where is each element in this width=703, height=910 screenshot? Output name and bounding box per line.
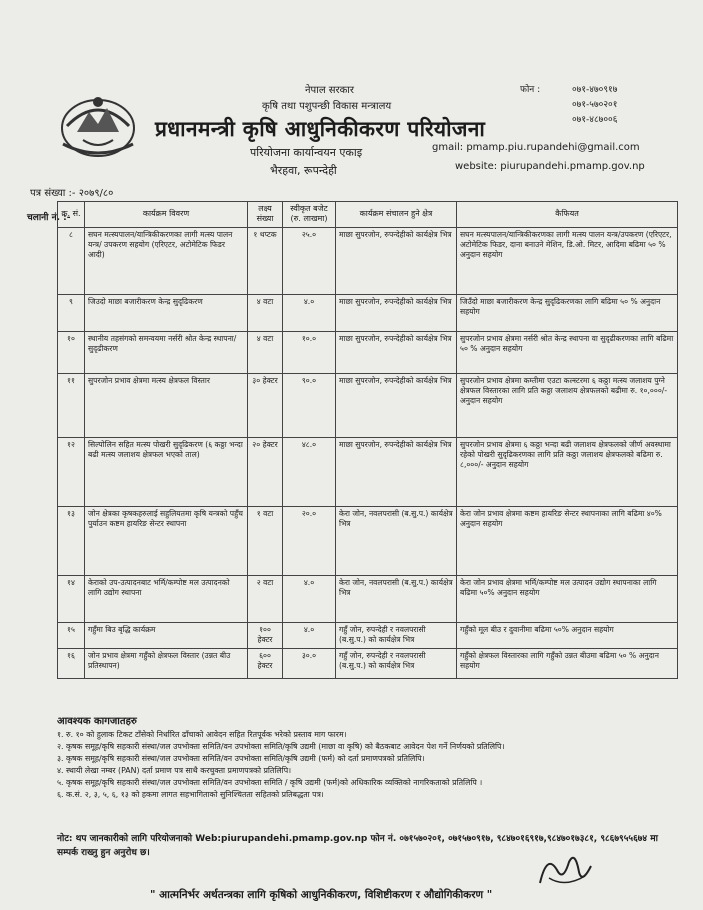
target-cell: ६०० हेक्टर — [248, 648, 283, 678]
dispatch-number-label: चलानी नं. :- — [27, 213, 71, 223]
program-cell: जिउदो माछा बजारीकरण केन्द्र सुदृढिकरण — [85, 294, 248, 331]
list-item: ४. स्थायी लेखा नम्बर (PAN) दर्ता प्रमाण पत्र साथै करचुक्ता प्रमाणपत्रको प्रतिलिपि। — [57, 766, 292, 776]
serial-cell: ९ — [58, 294, 85, 331]
program-cell: सुपरजोन प्रभाव क्षेत्रमा मत्स्य क्षेत्रफल विस्तार — [85, 373, 248, 437]
program-table — [57, 201, 678, 679]
table-row — [58, 506, 678, 575]
office-location: भैरहवा, रूपन्देही — [270, 164, 337, 177]
area-cell: केरा जोन, नवलपरासी (ब.सु.प.) कार्यक्षेत्र भित्र — [336, 506, 457, 575]
program-cell: जोन प्रभाव क्षेत्रमा गहुँको क्षेत्रफल विस्तार (उन्नत बीउ प्रतिस्थापन) — [85, 648, 248, 678]
budget-cell: २०.० — [283, 506, 336, 575]
office-name: परियोजना कार्यान्वयन एकाइ — [250, 146, 363, 159]
remarks-cell: गहुँको क्षेत्रफल विस्तारका लागि गहुँको उन्नत बीउमा बढिमा ५० % अनुदान सहयोग — [457, 648, 678, 678]
budget-cell: ९०.० — [283, 373, 336, 437]
program-cell: केराको उप-उत्पादनबाट भर्मि/कम्पोष्ट मल उत्पादनको लागि उद्योग स्थापना — [85, 575, 248, 622]
budget-cell: २५.० — [283, 227, 336, 294]
email-address: gmail: pmamp.piu.rupandehi@gmail.com — [432, 142, 640, 153]
program-cell: सघन मत्स्यपालन/यान्त्रिकीकरणका लागी मत्स्य पालन यन्त्र/ उपकरण सहयोग (एरिएटर, अटोमेटिक फिडर आदी) — [85, 227, 248, 294]
phone-number: ०७१-४७०९१७ — [572, 85, 618, 95]
target-cell: ३० हेक्टर — [248, 373, 283, 437]
area-cell: गहुँ जोन, रुपन्देही र नवलपरासी (ब.सु.प.) को कार्यक्षेत्र भित्र — [336, 648, 457, 678]
phone-number: ०७१-५७०२०१ — [572, 100, 618, 110]
column-header: कार्यक्रम विवरण — [85, 202, 248, 228]
remarks-cell: सघन मत्स्यपालन/यान्त्रिकीकरणका लागी मत्स्य पालन यन्त्र/उपकरण (एरिएटर, अटोमेटिक फिडर, दाना बनाउने मेशिन, डि.ओ. मिटर, आदिमा बढिमा ५० % अनुदान सहयोग — [457, 227, 678, 294]
remarks-cell: गहुँको मूल बीउ र दुवानीमा बढिमा ५०% अनुदान सहयोग — [457, 622, 678, 648]
phone-label: फोन : — [520, 85, 541, 95]
program-cell: स्थानीय तहसंगको समन्वयमा नर्सरी श्रोत केन्द्र स्थापना/ सुदृढीकरण — [85, 331, 248, 373]
target-cell: १ थप्टक — [248, 227, 283, 294]
letterhead — [0, 0, 703, 190]
area-cell: माछा सुपरजोन, रुपन्देहीको कार्यक्षेत्र भित्र — [336, 294, 457, 331]
serial-cell: १३ — [58, 506, 85, 575]
phone-number: ०७१-४८७००६ — [572, 115, 618, 125]
list-item: २. कृषक समूह/कृषि सहकारी संस्था/जल उपभोक्ता समिति/वन उपभोक्ता समिति/कृषि उद्यमी (माछा वा कृषि) को बैठकबाट आवेदन पेश गर्ने निर्णयको प्रतिलिपि। — [57, 742, 505, 752]
website-address: website: piurupandehi.pmamp.gov.np — [455, 161, 645, 172]
budget-cell: ४.० — [283, 294, 336, 331]
remarks-cell: सुपरजोन प्रभाव क्षेत्रमा कम्तीमा एउटा कल्स्टरमा ६ कठ्ठा मत्स्य जलाशय पुग्ने क्षेत्रफल विस्तारका लागि प्रति कठ्ठा जलाशय क्षेत्रफलको बढीमा रु. १०,०००/- अनुदान सहयोग — [457, 373, 678, 437]
list-item: ५. कृषक समूह/कृषि सहकारी संस्था/जल उपभोक्ता समिति/वन उपभोक्ता समिति / कृषि उद्यमी (फर्म)को अधिकारिक व्यक्तिको नागरिकताको प्रतिलिपि । — [57, 778, 483, 788]
letter-reference-number: पत्र संख्या :- २०७९/८० — [30, 188, 114, 199]
area-cell: माछा सुपरजोन, रुपन्देहीको कार्यक्षेत्र भित्र — [336, 373, 457, 437]
column-header: कैफियत — [457, 202, 678, 228]
serial-cell: १२ — [58, 437, 85, 506]
table-row — [58, 648, 678, 678]
table-row — [58, 331, 678, 373]
required-documents-list — [57, 729, 677, 801]
remarks-cell: जिउँदो माछा बजारीकरण केन्द्र सुदृढिकरणका लागि बढिमा ५० % अनुदान सहयोग — [457, 294, 678, 331]
column-header: स्वीकृत बजेट (रु. लाखमा) — [283, 202, 336, 228]
remarks-cell: केरा जोन प्रभाव क्षेत्रमा भर्मि/कम्पोष्ट मल उत्पादन उद्योग स्थापनाका लागि बढिमा ५०% अनुदान सहयोग — [457, 575, 678, 622]
list-item: ६. क.सं. २, ३, ५, ६, १३ को हकमा लागत सहभागिताको सुनिश्चितता सहितको प्रतिबद्धता पत्र। — [57, 790, 324, 800]
area-cell: गहुँ जोन, रुपन्देही र नवलपरासी (ब.सु.प.) को कार्यक्षेत्र भित्र — [336, 622, 457, 648]
budget-cell: ३०.० — [283, 648, 336, 678]
target-cell: १०० हेक्टर — [248, 622, 283, 648]
footer-slogan: " आत्मनिर्भर अर्थतन्त्रका लागि कृषिको आधुनिकीकरण, विशिष्टीकरण र औद्योगिकीकरण " — [150, 889, 493, 901]
table-row — [58, 575, 678, 622]
table-row — [58, 294, 678, 331]
serial-cell: ८ — [58, 227, 85, 294]
list-item: ३. कृषक समूह/कृषि सहकारी संस्था/जल उपभोक्ता समिति/वन उपभोक्ता समिति/कृषि उद्यमी (फर्म) को दर्ता प्रमाणपत्रको प्रतिलिपि। — [57, 754, 425, 764]
remarks-cell: सुपरजोन प्रभाव क्षेत्रमा नर्सरी श्रोत केन्द्र स्थापना वा सुदृढीकरणका लागि बढिमा ५० % अनुदान सहयोग — [457, 331, 678, 373]
table-row — [58, 437, 678, 506]
area-cell: माछा सुपरजोन, रुपन्देहीको कार्यक्षेत्र भित्र — [336, 331, 457, 373]
budget-cell: ४.० — [283, 575, 336, 622]
table-header-row — [58, 202, 678, 228]
serial-cell: १० — [58, 331, 85, 373]
table-row — [58, 373, 678, 437]
required-documents-title: आवश्यक कागजातहरु — [57, 716, 137, 727]
serial-cell: ११ — [58, 373, 85, 437]
ministry-name: कृषि तथा पशुपन्छी विकास मन्त्रालय — [262, 101, 392, 112]
serial-cell: १४ — [58, 575, 85, 622]
list-item: १. रु. १० को हुलाक टिकट टाँसेको निर्धारित ढाँचाको आवेदन सहित रितपूर्वक भरेको प्रस्ताव माग फारम। — [57, 730, 347, 739]
budget-cell: ४.० — [283, 622, 336, 648]
area-cell: माछा सुपरजोन, रुपन्देहीको कार्यक्षेत्र भित्र — [336, 437, 457, 506]
program-cell: गहुँमा बिउ बृद्धि कार्यक्रम — [85, 622, 248, 648]
target-cell: २ वटा — [248, 575, 283, 622]
target-cell: ४ वटा — [248, 294, 283, 331]
area-cell: माछा सुपरजोन, रुपन्देहीको कार्यक्षेत्र भित्र — [336, 227, 457, 294]
government-name: नेपाल सरकार — [305, 85, 354, 96]
serial-cell: १६ — [58, 648, 85, 678]
budget-cell: १०.० — [283, 331, 336, 373]
budget-cell: ४८.० — [283, 437, 336, 506]
program-cell: जोन क्षेत्रका कृषकहरुलाई सहुलियतमा कृषि यन्त्रको पहुँच पुर्याउन कष्टम हायरिङ सेन्टर स्थापना — [85, 506, 248, 575]
table-row — [58, 227, 678, 294]
column-header: लक्ष्य संख्या — [248, 202, 283, 228]
contact-note: नोट: थप जानकारीको लागि परियोजनाको Web:piurupandehi.pmamp.gov.np फोन नं. ०७१५७०२०१, ०७१५७०९१७, ९८४७०१६९१७,९८४७०१७३८१, ९८६७९५५६७४ मा सम्पर्क राख्नु हुन अनुरोध छ। — [57, 834, 658, 858]
project-title: प्रधानमन्त्री कृषि आधुनिकीकरण परियोजना — [155, 117, 486, 141]
target-cell: २० हेक्टर — [248, 437, 283, 506]
column-header: क्र. सं. — [58, 202, 85, 228]
target-cell: ४ वटा — [248, 331, 283, 373]
program-cell: सिल्पोलिन सहित मत्स्य पोखरी सुदृढिकरण (६ कठ्ठा भन्दा बढी मत्स्य जलाशय क्षेत्रफल भएको ताल) — [85, 437, 248, 506]
target-cell: १ वटा — [248, 506, 283, 575]
remarks-cell: केरा जोन प्रभाव क्षेत्रमा कष्टम हायरिङ सेन्टर स्थापनाका लागि बढिमा ४०% अनुदान सहयोग — [457, 506, 678, 575]
serial-cell: १५ — [58, 622, 85, 648]
area-cell: केरा जोन, नवलपरासी (ब.सु.प.) कार्यक्षेत्र भित्र — [336, 575, 457, 622]
column-header: कार्यक्रम संचालन हुने क्षेत्र — [336, 202, 457, 228]
remarks-cell: सुपरजोन प्रभाव क्षेत्रमा ६ कठ्ठा भन्दा बढी जलाशय क्षेत्रफलको जीर्ण अवस्थामा रहेको पोखरी सुदृढिकरणका लागि प्रति कठ्ठा जलाशय क्षेत्रफलको बढिमा रु. ८,०००/- अनुदान सहयोग — [457, 437, 678, 506]
table-row — [58, 622, 678, 648]
signature-icon — [535, 848, 595, 893]
